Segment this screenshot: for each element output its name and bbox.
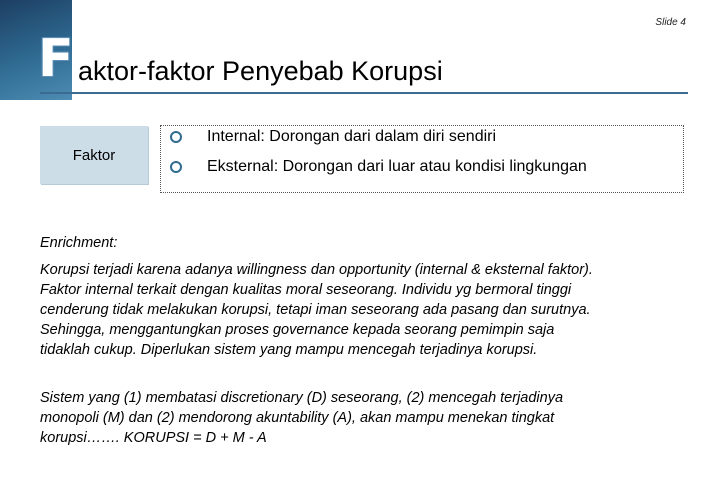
title-divider (40, 92, 688, 94)
bullet-ring-icon (170, 161, 182, 173)
page-title: aktor-faktor Penyebab Korupsi (78, 56, 443, 86)
text-line: cenderung tidak melakukan korupsi, tetapi iman seseorang ada pasang dan surutnya. (40, 302, 591, 318)
text-line: monopoli (M) dan (2) mendorong akuntability (A), akan mampu menekan tingkat (40, 410, 555, 426)
text-line: tidaklah cukup. Diperlukan sistem yang mampu mencegah terjadinya korupsi. (40, 342, 538, 358)
title-initial-letter: F (38, 29, 74, 89)
bullet-ring-icon (170, 131, 182, 143)
faktor-label-box (40, 126, 148, 184)
text-line: Korupsi terjadi karena adanya willingness dan opportunity (internal & eksternal faktor). (40, 262, 593, 278)
text-line: Sehingga, menggantungkan proses governance kepada seorang pemimpin saja (40, 322, 555, 338)
enrichment-paragraph-1 (40, 260, 700, 360)
text-line: Faktor internal terkait dengan kualitas moral seseorang. Individu yg bermoral tinggi (40, 282, 572, 298)
bullet-item-eksternal (170, 158, 587, 176)
enrichment-paragraph-2 (40, 388, 700, 448)
bullet-item-internal (170, 128, 496, 146)
enrichment-heading: Enrichment: (40, 235, 118, 251)
bullet-text: Internal: Dorongan dari dalam diri sendiri (207, 128, 497, 145)
slide-number: Slide 4 (655, 17, 686, 28)
text-line: korupsi……. KORUPSI = D + M - A (40, 430, 267, 446)
enrichment-section (40, 233, 700, 448)
faktor-label: Faktor (72, 146, 116, 164)
text-line: Sistem yang (1) membatasi discretionary (D) seseorang, (2) mencegah terjadinya (40, 390, 564, 406)
bullet-text: Eksternal: Dorongan dari luar atau kondisi lingkungan (207, 158, 587, 175)
